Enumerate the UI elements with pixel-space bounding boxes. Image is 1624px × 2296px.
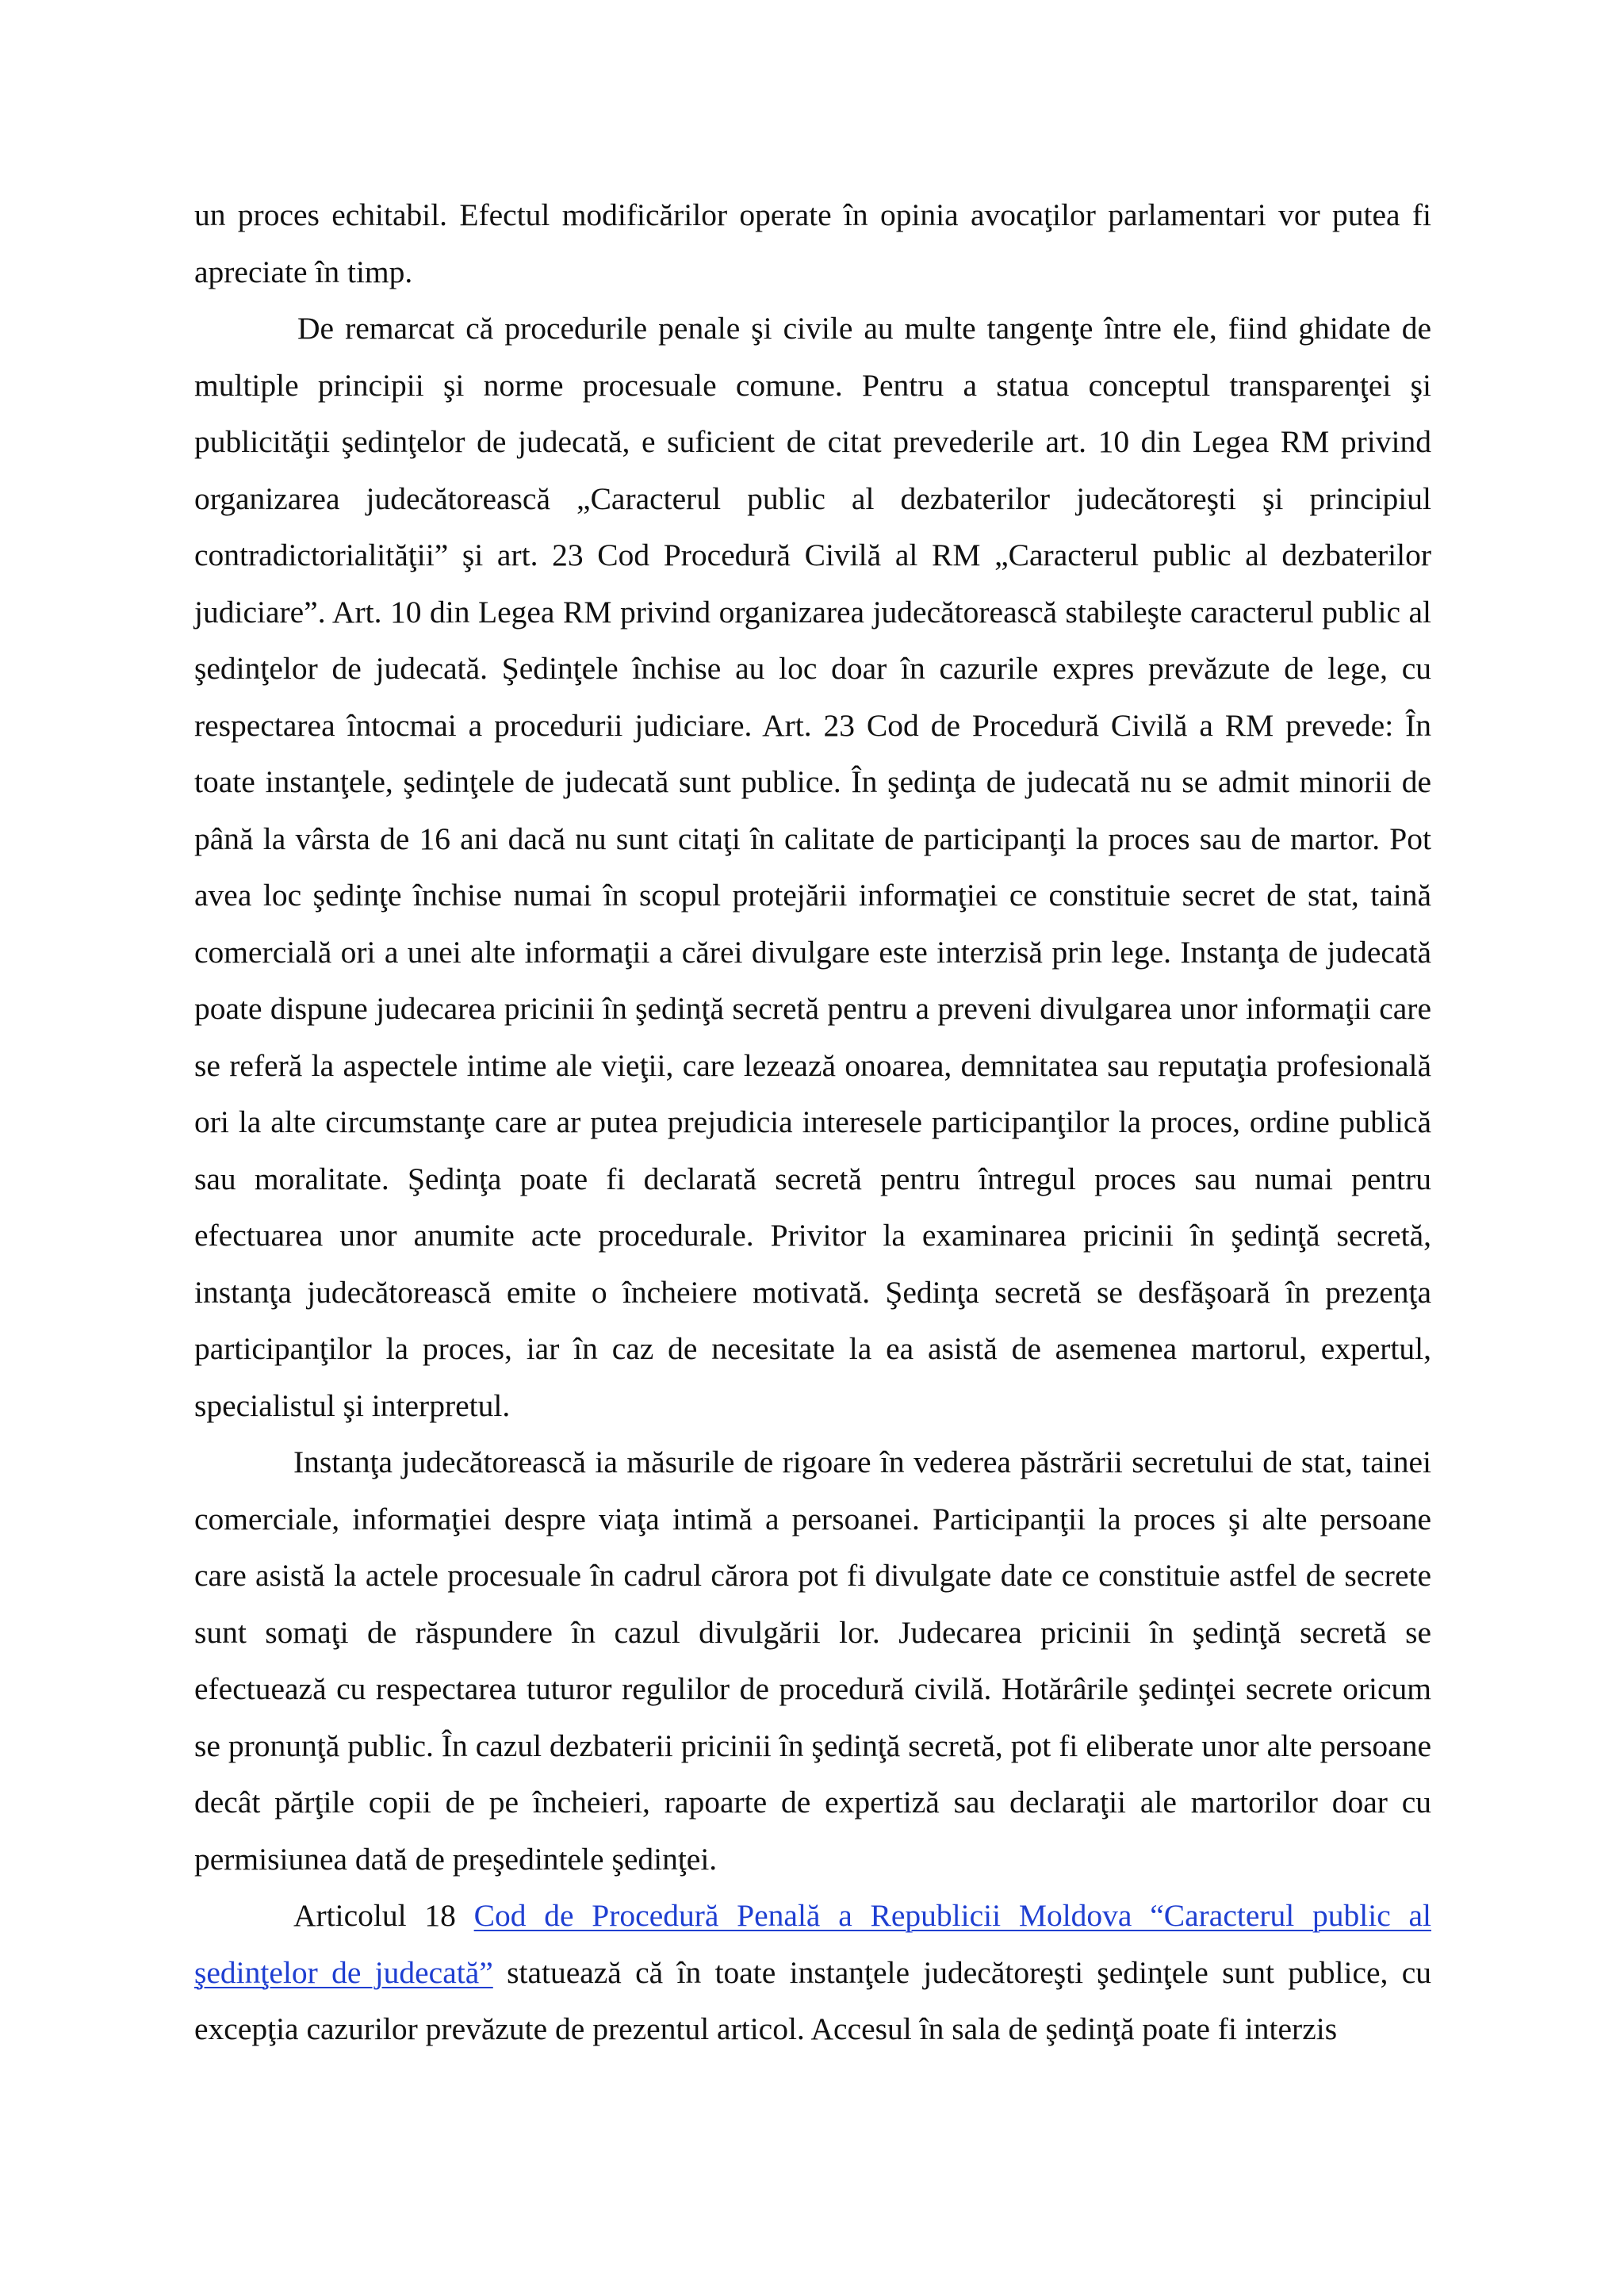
paragraph-4-lead-text: Articolul 18 — [293, 1898, 474, 1933]
criminal-procedure-code-link[interactable]: Cod de Procedură Penală a Republicii Moldova “Caracterul public al şedinţelor de judecată” — [194, 1898, 1431, 1990]
document-page — [194, 187, 1431, 2058]
paragraph-3: Instanţa judecătorească ia măsurile de rigoare în vederea păstrării secretului de stat, tainei comerciale, informaţiei despre viaţa intimă a persoanei. Participanţii la proces şi alte persoane care asistă la actele procesuale în cadrul cărora pot fi divulgate date ce constituie astfel de secrete sunt somaţi de răspundere în cazul divulgării lor. Judecarea pricinii în şedinţă secretă se efectuează cu respectarea tuturor regulilor de procedură civilă. Hotărârile şedinţei secrete oricum se pronunţă public. În cazul dezbaterii pricinii în şedinţă secretă, pot fi eliberate unor alte persoane decât părţile copii de pe încheieri, rapoarte de expertiză sau declaraţii ale martorilor doar cu permisiunea dată de preşedintele şedinţei. — [194, 1445, 1431, 1877]
paragraph-1: un proces echitabil. Efectul modificărilor operate în opinia avocaţilor parlamentari vor putea fi apreciate în timp. — [194, 197, 1431, 289]
paragraph-2: De remarcat că procedurile penale şi civile au multe tangenţe între ele, fiind ghidate de multiple principii şi norme procesuale comune. Pentru a statua conceptul transparenţei şi publicităţii şedinţelor de judecată, e suficient de citat prevederile art. 10 din Legea RM privind organizarea judecătorească „Caracterul public al dezbaterilor judecătoreşti şi principiul contradictorialităţii” şi art. 23 Cod Procedură Civilă al RM „Caracterul public al dezbaterilor judiciare”. Art. 10 din Legea RM privind organizarea judecătorească stabileşte caracterul public al şedinţelor de judecată. Şedinţele închise au loc doar în cazurile expres prevăzute de lege, cu respectarea întocmai a procedurii judiciare. Art. 23 Cod de Procedură Civilă a RM prevede: În toate instanţele, şedinţele de judecată sunt publice. În şedinţa de judecată nu se admit minorii de până la vârsta de 16 ani dacă nu sunt citaţi în calitate de participanţi la proces sau de martor. Pot avea loc şedinţe închise numai în scopul protejării informaţiei ce constituie secret de stat, taină comercială ori a unei alte informaţii a cărei divulgare este interzisă prin lege. Instanţa de judecată poate dispune judecarea pricinii în şedinţă secretă pentru a preveni divulgarea unor informaţii care se referă la aspectele intime ale vieţii, care lezează onoarea, demnitatea sau reputaţia profesională ori la alte circumstanţe care ar putea prejudicia interesele participanţilor la proces, ordine publică sau moralitate. Şedinţa poate fi declarată secretă pentru întregul proces sau numai pentru efectuarea unor anumite acte procedurale. Privitor la examinarea pricinii în şedinţă secretă, instanţa judecătorească emite o încheiere motivată. Şedinţa secretă se desfăşoară în prezenţa participanţilor la proces, iar în caz de necesitate la ea asistă de asemenea martorul, expertul, specialistul şi interpretul. — [194, 311, 1431, 1423]
paragraph-4 — [194, 1888, 1431, 2058]
paragraph-4-trail-text: statuează că în toate instanţele judecătoreşti şedinţele sunt publice, cu excepţia cazurilor prevăzute de prezentul articol. Accesul în sala de şedinţă poate fi interzis — [194, 1954, 1431, 2046]
